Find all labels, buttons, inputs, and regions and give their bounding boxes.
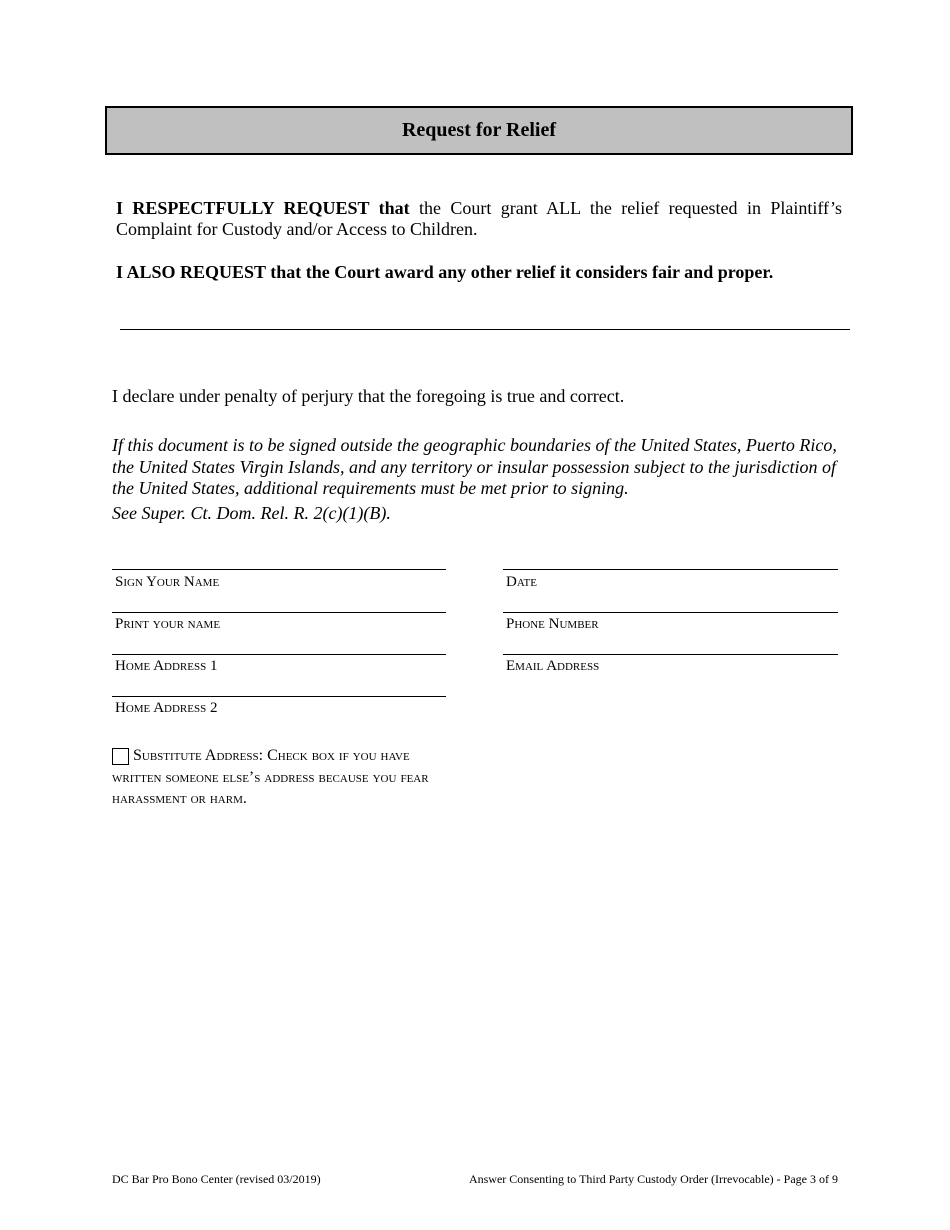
relief-request-text: the Court grant ALL the relief requested in Plaintiff’s Complaint for Custody and/or Access to Children. (116, 198, 842, 239)
sign-name-line[interactable] (112, 569, 446, 570)
section-title: Request for Relief (401, 119, 557, 141)
perjury-declaration: I declare under penalty of perjury that the foregoing is true and correct. (112, 386, 625, 406)
footer-organization: DC Bar Pro Bono Center (revised 03/2019) (112, 1172, 321, 1186)
phone-number-label: Phone Number (506, 616, 599, 632)
rule-reference: See Super. Ct. Dom. Rel. R. 2(c)(1)(B). (112, 503, 391, 523)
relief-request-paragraph (116, 198, 842, 240)
also-request-paragraph: I ALSO REQUEST that the Court award any other relief it considers fair and proper. (116, 262, 774, 282)
home-address-1-label: Home Address 1 (115, 658, 218, 674)
separator-line (120, 329, 850, 330)
footer-page-info: Answer Consenting to Third Party Custody Order (Irrevocable) - Page 3 of 9 (468, 1172, 838, 1186)
section-header (105, 106, 853, 155)
substitute-address-label: Substitute Address: Check box if you have written someone else’s address because you fear harassment or harm. (112, 747, 429, 807)
date-line[interactable] (503, 569, 838, 570)
home-address-1-line[interactable] (112, 654, 446, 655)
email-address-line[interactable] (503, 654, 838, 655)
home-address-2-line[interactable] (112, 696, 446, 697)
email-address-label: Email Address (506, 658, 600, 674)
date-label: Date (506, 574, 537, 590)
print-name-line[interactable] (112, 612, 446, 613)
relief-request-lead: I RESPECTFULLY REQUEST that (116, 198, 410, 218)
phone-number-line[interactable] (503, 612, 838, 613)
sign-name-label: Sign Your Name (115, 574, 220, 590)
signing-location-note: If this document is to be signed outside the geographic boundaries of the United States, Puerto Rico, the United States Virgin Islands, and any territory or insular possession subject to the jurisdiction of the United States, additional requirements must be met prior to signing. (112, 435, 837, 498)
print-name-label: Print your name (115, 616, 221, 632)
home-address-2-label: Home Address 2 (115, 700, 218, 716)
